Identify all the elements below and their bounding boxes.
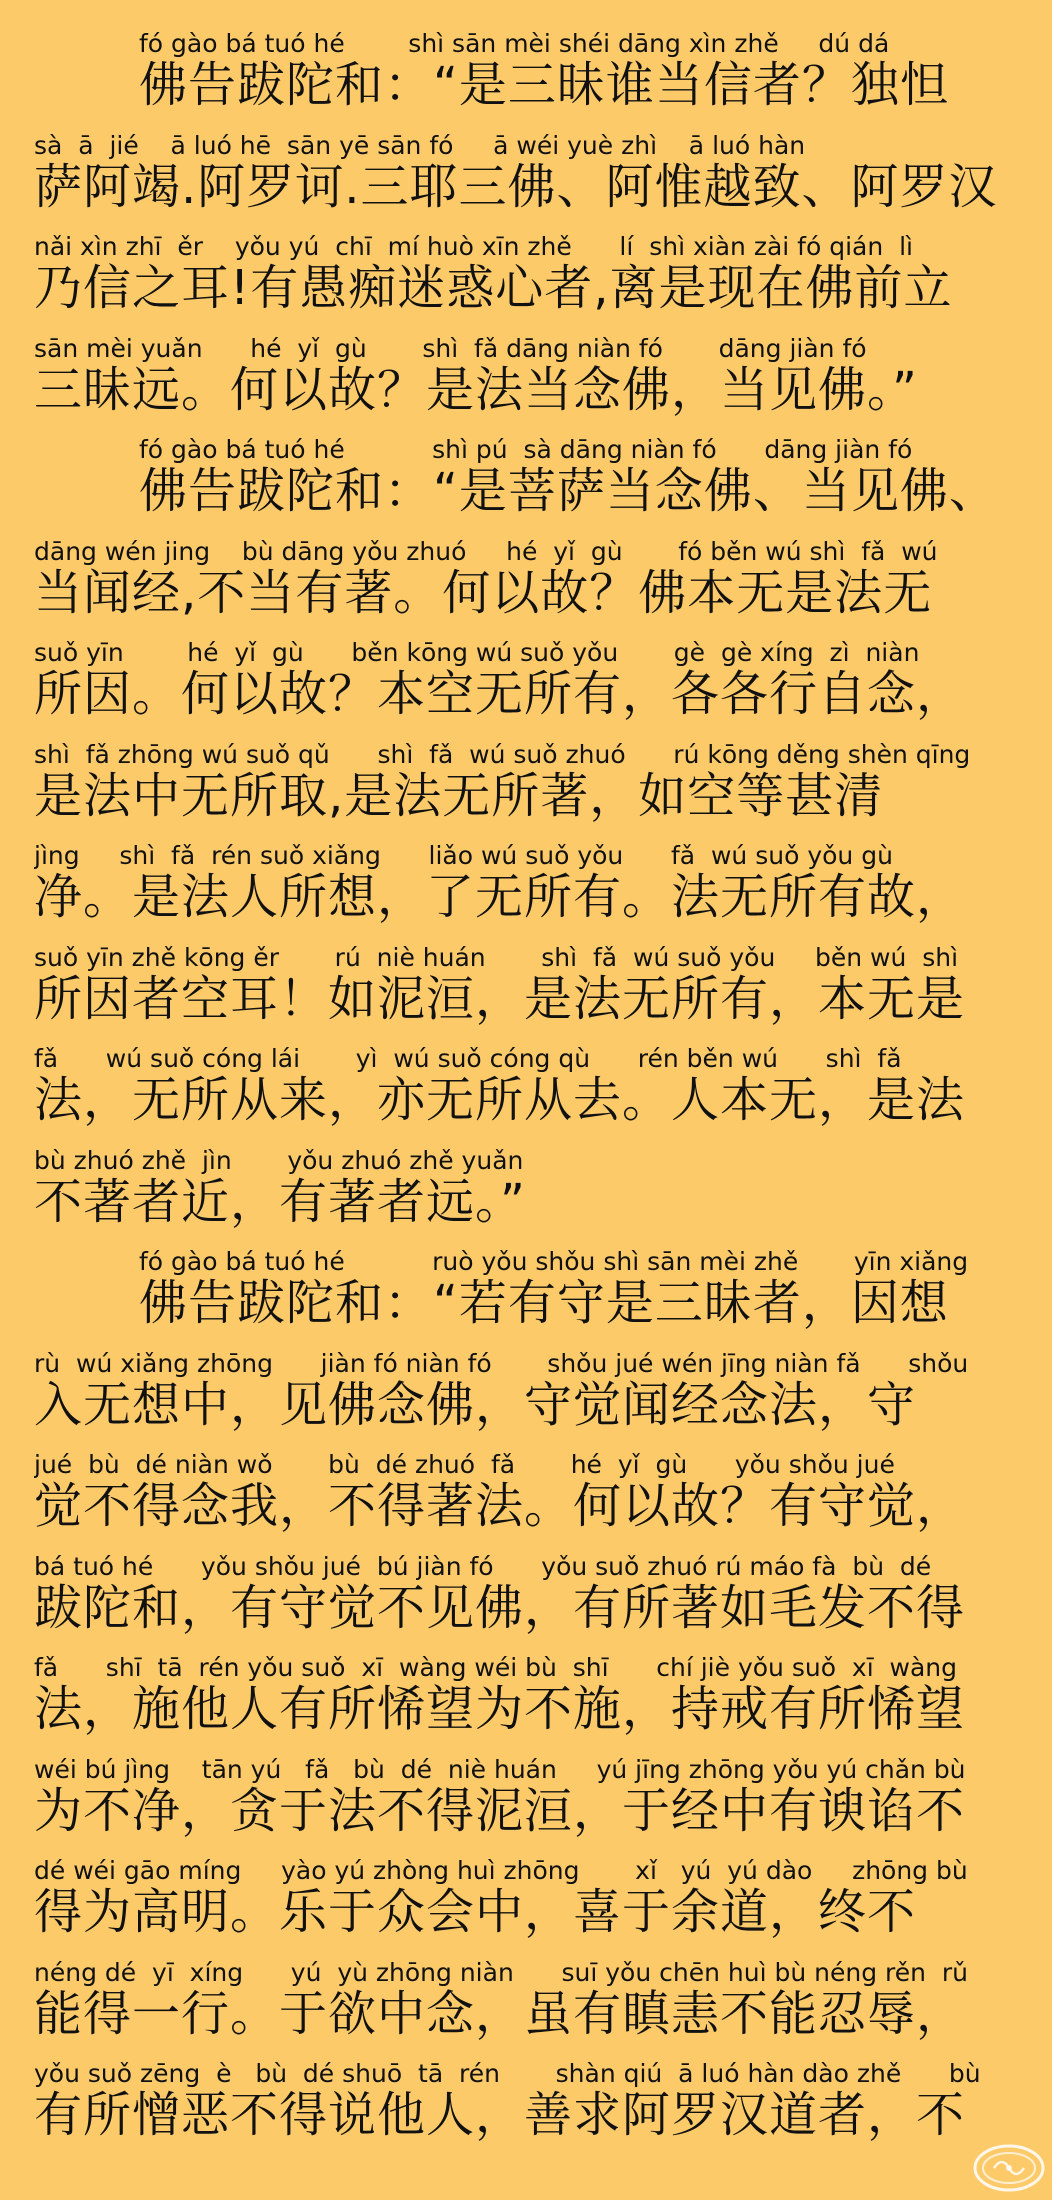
verse-line: [34, 940, 1018, 1040]
pinyin-text: néng dé yī xíng yú yù zhōng niàn suī yǒu chēn huì bù néng rěn rǔ: [34, 1958, 968, 1987]
chinese-text: 得为高明。乐于众会中，喜于余道，终不: [34, 1884, 917, 1940]
pinyin-text: jìng shì fǎ rén suǒ xiǎng liǎo wú suǒ yǒu fǎ wú suǒ yǒu gù: [34, 841, 893, 870]
pinyin-text: rù wú xiǎng zhōng jiàn fó niàn fó shǒu jué wén jīng niàn fǎ shǒu: [34, 1349, 969, 1378]
verse-line: [34, 1447, 1018, 1547]
verse-line: [34, 229, 1018, 329]
pinyin-text: suǒ yīn hé yǐ gù běn kōng wú suǒ yǒu gè gè xíng zì niàn: [34, 638, 920, 667]
verse-line: [34, 1549, 1018, 1649]
verse-line: [34, 1143, 1018, 1243]
verse-line: [34, 1955, 1018, 2055]
chinese-text: 佛告跋陀和：“是菩萨当念佛、当见佛、: [139, 463, 998, 519]
pinyin-text: bù zhuó zhě jìn yǒu zhuó zhě yuǎn: [34, 1146, 524, 1175]
chinese-text: 跋陀和，有守觉不见佛，有所著如毛发不得: [34, 1580, 966, 1636]
chinese-text: 所因者空耳！如泥洹，是法无所有，本无是: [34, 971, 966, 1027]
seal-stamp-icon: [972, 2142, 1046, 2194]
pinyin-text: fǎ shī tā rén yǒu suǒ xī wàng wéi bù shī chí jiè yǒu suǒ xī wàng: [34, 1653, 958, 1682]
pinyin-text: jué bù dé niàn wǒ bù dé zhuó fǎ hé yǐ gù yǒu shǒu jué: [34, 1450, 895, 1479]
verse-line: [34, 1853, 1018, 1953]
chinese-text: 净。是法人所想，了无所有。法无所有故，: [34, 869, 966, 925]
verse-line: [34, 331, 1018, 431]
verse-line: [34, 635, 1018, 735]
chinese-text: 是法中无所取,是法无所著，如空等甚清: [34, 768, 884, 824]
verse-line: [34, 432, 1018, 532]
pinyin-text: sà ā jié ā luó hē sān yē sān fó ā wéi yuè zhì ā luó hàn: [34, 131, 806, 160]
chinese-text: 觉不得念我，不得著法。何以故？有守觉，: [34, 1478, 966, 1534]
verse-line: [34, 534, 1018, 634]
chinese-text: 法，无所从来，亦无所从去。人本无，是法: [34, 1072, 966, 1128]
verse-line: [34, 838, 1018, 938]
pinyin-text: nǎi xìn zhī ěr yǒu yú chī mí huò xīn zhě lí shì xiàn zài fó qián lì: [34, 232, 913, 261]
chinese-text: 三昧远。何以故？是法当念佛，当见佛。”: [34, 362, 918, 418]
pinyin-text: fó gào bá tuó hé shì sān mèi shéi dāng xìn zhě dú dá: [139, 29, 890, 58]
pinyin-text: dé wéi gāo míng yào yú zhòng huì zhōng xǐ yú yú dào zhōng bù: [34, 1856, 968, 1885]
pinyin-text: fó gào bá tuó hé shì pú sà dāng niàn fó dāng jiàn fó: [139, 435, 913, 464]
verse-line: [34, 1346, 1018, 1446]
pinyin-text: bá tuó hé yǒu shǒu jué bú jiàn fó yǒu suǒ zhuó rú máo fà bù dé: [34, 1552, 932, 1581]
chinese-text: 佛告跋陀和：“是三昧谁当信者？独怛: [139, 57, 949, 113]
verse-line: [34, 26, 1018, 126]
pinyin-text: shì fǎ zhōng wú suǒ qǔ shì fǎ wú suǒ zhuó rú kōng děng shèn qīng: [34, 740, 971, 769]
chinese-text: 有所憎恶不得说他人，善求阿罗汉道者，不: [34, 2087, 966, 2143]
pinyin-text: wéi bú jìng tān yú fǎ bù dé niè huán yú jīng zhōng yǒu yú chǎn bù: [34, 1755, 966, 1784]
chinese-text: 当闻经,不当有著。何以故？佛本无是法无: [34, 565, 933, 621]
chinese-text: 法，施他人有所悕望为不施，持戒有所悕望: [34, 1681, 966, 1737]
pinyin-text: fó gào bá tuó hé ruò yǒu shǒu shì sān mèi zhě yīn xiǎng: [139, 1247, 969, 1276]
verse-line: [34, 128, 1018, 228]
chinese-text: 所因。何以故？本空无所有，各各行自念，: [34, 666, 966, 722]
chinese-text: 为不净，贪于法不得泥洹，于经中有谀谄不: [34, 1783, 966, 1839]
pinyin-text: dāng wén jing bù dāng yǒu zhuó hé yǐ gù fó běn wú shì fǎ wú: [34, 537, 938, 566]
verse-line: [34, 737, 1018, 837]
chinese-text: 不著者近，有著者远。”: [34, 1174, 526, 1230]
verse-line: [34, 1650, 1018, 1750]
verse-line: [34, 2056, 1018, 2156]
pinyin-text: suǒ yīn zhě kōng ěr rú niè huán shì fǎ wú suǒ yǒu běn wú shì: [34, 943, 959, 972]
chinese-text: 乃信之耳!有愚痴迷惑心者,离是现在佛前立: [34, 260, 953, 316]
pinyin-text: fǎ wú suǒ cóng lái yì wú suǒ cóng qù rén běn wú shì fǎ: [34, 1044, 902, 1073]
verse-line: [34, 1752, 1018, 1852]
verse-line: [34, 1041, 1018, 1141]
pinyin-text: yǒu suǒ zēng è bù dé shuō tā rén shàn qiú ā luó hàn dào zhě bù: [34, 2059, 981, 2088]
pinyin-text: sān mèi yuǎn hé yǐ gù shì fǎ dāng niàn fó dāng jiàn fó: [34, 334, 867, 363]
chinese-text: 入无想中，见佛念佛，守觉闻经念法，守: [34, 1377, 917, 1433]
chinese-text: 佛告跋陀和：“若有守是三昧者，因想: [139, 1275, 949, 1331]
chinese-text: 萨阿竭.阿罗诃.三耶三佛、阿惟越致、阿罗汉: [34, 159, 998, 215]
verse-line: [34, 1244, 1018, 1344]
chinese-text: 能得一行。于欲中念，虽有瞋恚不能忍辱，: [34, 1986, 966, 2042]
